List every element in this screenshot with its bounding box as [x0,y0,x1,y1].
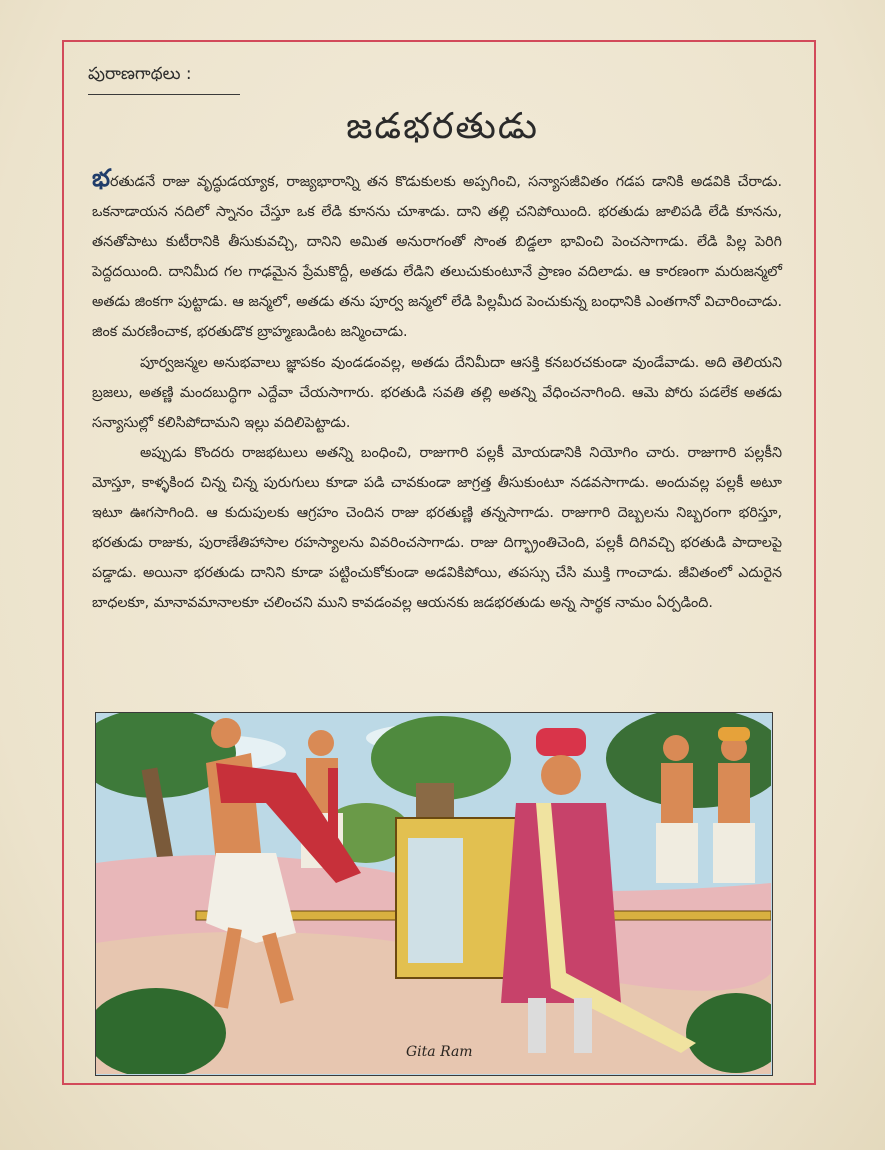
paragraph-3: అప్పుడు కొందరు రాజభటులు అతన్ని బంధించి, రాజుగారి పల్లకీ మోయడానికి నియోగిం చారు. రాజుగారి పల్లకీని మోస్తూ, కాళ్ళకింద చిన్న చిన్న పురుగులు కూడా పడి చావకుండా జాగ్రత్త తీసుకుంటూ నడవసాగాడు. అందువల్ల పల్లకీ అటూ ఇటూ ఊగసాగింది. ఆ కుదుపులకు ఆగ్రహం చెందిన రాజు భరతుణ్ణి తన్నసాగాడు. రాజుగారి దెబ్బలను నిబ్బరంగా భరిస్తూ, భరతుడు రాజుకు, పురాణేతిహాసాల రహస్యాలను వివరించసాగాడు. రాజు దిగ్భ్రాంతిచెంది, పల్లకీ దిగివచ్చి భరతుడి పాదాలపై పడ్డాడు. అయినా భరతుడు దానిని కూడా పట్టించుకోకుండా అడవికిపోయి, తపస్సు చేసి ముక్తి గాంచాడు. జీవితంలో ఎదురైన బాధలకూ, మానావమానాలకూ చలించని ముని కావడంవల్ల ఆయనకు జడభరతుడు అన్న సార్థక నామం ఏర్పడింది. [92,444,782,612]
bearer-turban [718,727,750,741]
story-title: జడభరతుడు [346,106,539,147]
paragraph-2: పూర్వజన్మల అనుభవాలు జ్ఞాపకం వుండడంవల్ల, అతడు దేనిమీదా ఆసక్తి కనబరచకుండా వుండేవాడు. అది తెలియని బ్రజలు, అతణ్ణి మందబుద్ధిగా ఎద్దేవా చేయసాగారు. భరతుడి సవతి తల్లి అతన్ని వేధించనాగింది. ఆమె పోరు పడలేక అతడు సన్యాసుల్లో కలిసిపోదామని ఇల్లు వదిలిపెట్టాడు. [92,354,782,431]
bearer-head [308,730,334,756]
story-illustration [95,712,773,1076]
illustration-scene [96,713,771,1074]
bearer-cloth [656,823,698,883]
paragraph-1-text: రతుడనే రాజు వృద్ధుడయ్యాక, రాజ్యభారాన్ని తన కొడుకులకు అప్పగించి, సన్యాసజీవితం గడప డానికి అడవికి చేరాడు. ఒకనాడాయన నదిలో స్నానం చేస్తూ ఒక లేడి కూనను చూశాడు. దాని తల్లి చనిపోయింది. భరతుడు జాలిపడి లేడి కూనను, తనతోపాటు కుటీరానికి తీసుకువచ్చి, దానిని అమిత అనురాగంతో సొంత బిడ్డలా భావించి పెంచసాగాడు. లేడి పిల్ల పెరిగి పెద్దదయింది. దానిమీద గల గాఢమైన ప్రేమకొద్దీ, అతడు లేడిని తలుచుకుంటూనే ప్రాణం వదిలాడు. ఆ కారణంగా మరుజన్మలో అతడు జింకగా పుట్టాడు. ఆ జన్మలో, అతడు తను పూర్వ జన్మలో లేడి పిల్లమీద పెంచుకున్న బంధానికి ఎంతగానో విచారించాడు. జింక మరణించాక, భరతుడొక బ్రాహ్మణుడింట జన్మించాడు. [92,174,782,341]
king-head [541,755,581,795]
palanquin-curtain [408,838,463,963]
bearer-head [663,735,689,761]
artist-signature: Gita Ram [406,1044,473,1060]
story-body [92,163,782,618]
bearer-cloth [713,823,755,883]
king-turban [536,728,586,756]
section-label: పురాణగాథలు : [88,64,240,95]
king-leg [528,998,546,1053]
bharata-head [211,718,241,748]
paragraph-1 [92,163,782,348]
king-leg [574,998,592,1053]
drop-cap: భ [92,164,110,192]
